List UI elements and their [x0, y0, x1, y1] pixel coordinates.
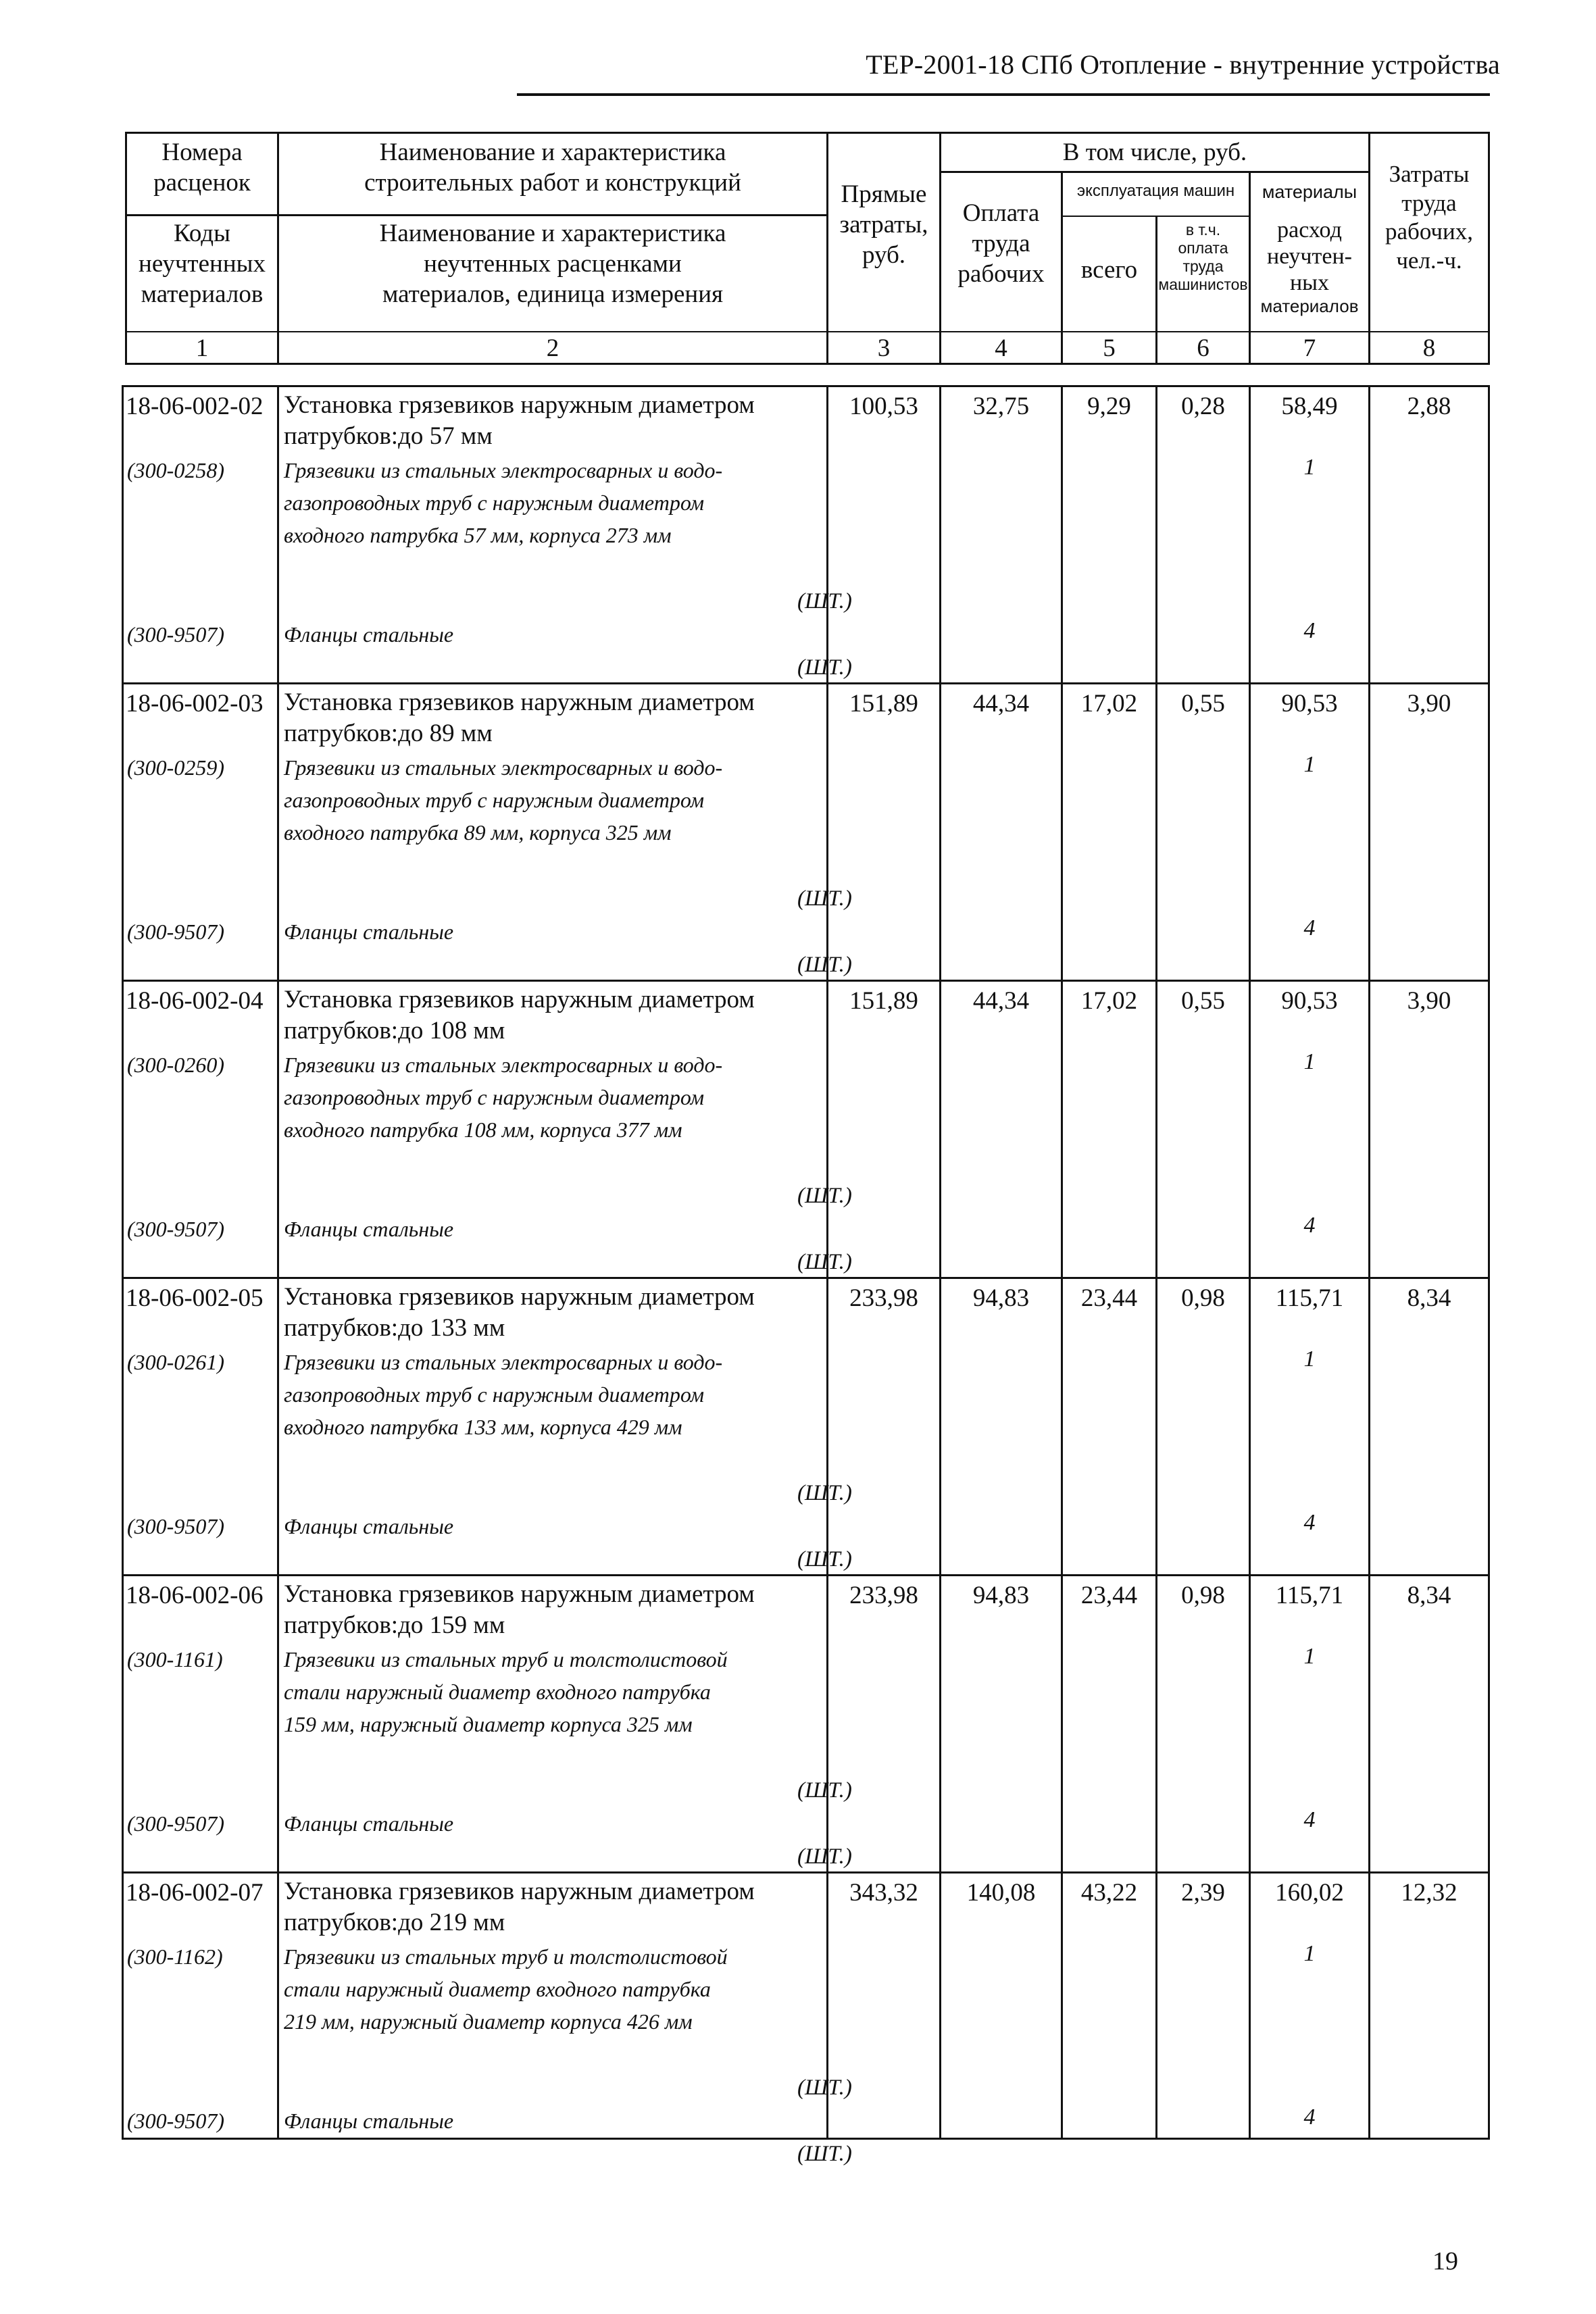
material-code: (300-1162) — [127, 1944, 223, 1969]
material-quantity: 1 — [1303, 1644, 1316, 1669]
header-machine-operation: эксплуатация машин — [1076, 182, 1235, 200]
material-quantity: 1 — [1303, 752, 1316, 777]
value-materials: 115,71 — [1275, 1582, 1344, 1609]
value-labor: 94,83 — [972, 1582, 1030, 1609]
work-name-line: патрубков:до 159 мм — [284, 1611, 505, 1639]
value-direct: 151,89 — [849, 987, 918, 1015]
value-hours: 8,34 — [1407, 1284, 1451, 1312]
material-name-line: Грязевики из стальных электросварных и водо- — [284, 1350, 723, 1374]
material-code: (300-9507) — [127, 1217, 224, 1241]
material-unit: (ШТ.) — [797, 589, 852, 613]
material-quantity: 4 — [1303, 1213, 1316, 1238]
material-quantity: 1 — [1303, 1049, 1316, 1074]
material-name-line: стали наружный диаметр входного патрубка — [284, 1680, 711, 1704]
value-materials: 160,02 — [1275, 1879, 1344, 1907]
material-name-line: Грязевики из стальных труб и толстолистовой — [284, 1944, 728, 1969]
material-name-line: 219 мм, наружный диаметр корпуса 426 мм — [284, 2009, 693, 2034]
material-name-line: газопроводных труб с наружным диаметром — [284, 1382, 705, 1407]
header-work-name: Наименование и характеристика строительных работ и конструкций — [364, 139, 741, 197]
header-materials: материалы — [1262, 182, 1357, 202]
rate-code: 18-06-002-07 — [126, 1879, 264, 1907]
material-name-line: Грязевики из стальных труб и толстолистовой — [284, 1647, 728, 1671]
value-labor: 32,75 — [972, 393, 1030, 420]
value-materials: 90,53 — [1281, 690, 1338, 718]
value-materials: 115,71 — [1275, 1284, 1344, 1312]
material-name-line: 159 мм, наружный диаметр корпуса 325 мм — [284, 1712, 693, 1736]
material-quantity: 1 — [1303, 1347, 1316, 1372]
header-rule — [517, 93, 1490, 96]
material-name-line: Фланцы стальные — [284, 1811, 454, 1836]
work-name-line: Установка грязевиков наружным диаметром — [284, 1878, 755, 1905]
material-unit: (ШТ.) — [797, 886, 852, 911]
value-machinists: 2,39 — [1181, 1879, 1225, 1907]
material-unit: (ШТ.) — [797, 1250, 852, 1274]
work-name-line: патрубков:до 89 мм — [284, 720, 493, 747]
table-body — [122, 385, 1490, 2166]
work-name-line: Установка грязевиков наружным диаметром — [284, 688, 755, 716]
work-name-line: Установка грязевиков наружным диаметром — [284, 1283, 755, 1311]
value-hours: 2,88 — [1407, 393, 1451, 420]
material-name-line: Фланцы стальные — [284, 2109, 454, 2133]
material-quantity: 4 — [1303, 1510, 1316, 1535]
material-name-line: Грязевики из стальных электросварных и водо- — [284, 755, 723, 780]
value-labor: 44,34 — [972, 987, 1030, 1015]
material-name-line: Грязевики из стальных электросварных и водо- — [284, 458, 723, 482]
material-code: (300-0259) — [127, 755, 224, 780]
material-name-line: входного патрубка 133 мм, корпуса 429 мм — [284, 1415, 682, 1439]
header-material-codes: Коды неучтенных материалов — [139, 220, 266, 309]
page-header-title: ТЕР-2001-18 СПб Отопление - внутренние устройства — [866, 49, 1500, 80]
material-quantity: 4 — [1303, 2105, 1316, 2130]
value-machinists: 0,28 — [1181, 393, 1225, 420]
material-code: (300-0258) — [127, 458, 224, 482]
value-machinists: 0,98 — [1181, 1582, 1225, 1609]
col-number-4: 4 — [995, 334, 1007, 362]
value-hours: 3,90 — [1407, 987, 1451, 1015]
material-quantity: 4 — [1303, 618, 1316, 643]
material-unit: (ШТ.) — [797, 1844, 852, 1869]
work-name-line: Установка грязевиков наружным диаметром — [284, 391, 755, 419]
material-quantity: 4 — [1303, 1807, 1316, 1832]
material-name-line: Фланцы стальные — [284, 920, 454, 944]
value-machines: 9,29 — [1087, 393, 1131, 420]
material-code: (300-0261) — [127, 1350, 224, 1374]
value-direct: 151,89 — [849, 690, 918, 718]
col-number-5: 5 — [1103, 334, 1116, 362]
col-number-3: 3 — [877, 334, 891, 362]
work-name-line: патрубков:до 219 мм — [284, 1909, 505, 1936]
col-number-2: 2 — [546, 334, 559, 362]
header-rate-numbers: Номера расценок — [153, 139, 251, 197]
material-name-line: входного патрубка 108 мм, корпуса 377 мм — [284, 1117, 682, 1142]
header-labor-hours: Затраты труда рабочих, чел.-ч. — [1385, 161, 1474, 274]
value-machinists: 0,98 — [1181, 1284, 1225, 1312]
header-unaccounted-materials: расход неучтен- ных материалов — [1260, 218, 1359, 317]
rate-code: 18-06-002-03 — [126, 690, 264, 718]
material-name-line: газопроводных труб с наружным диаметром — [284, 788, 705, 812]
value-machines: 17,02 — [1080, 690, 1138, 718]
material-unit: (ШТ.) — [797, 1778, 852, 1803]
material-code: (300-9507) — [127, 920, 224, 944]
header-material-name: Наименование и характеристика неучтенных расценками материалов, единица измерения — [379, 220, 726, 309]
value-materials: 90,53 — [1281, 987, 1338, 1015]
material-name-line: входного патрубка 57 мм, корпуса 273 мм — [284, 523, 672, 547]
material-unit: (ШТ.) — [797, 1184, 852, 1208]
material-unit: (ШТ.) — [797, 2076, 852, 2100]
header-machines-total: всего — [1080, 256, 1138, 284]
value-machines: 23,44 — [1080, 1582, 1138, 1609]
rate-code: 18-06-002-06 — [126, 1582, 264, 1609]
material-name-line: стали наружный диаметр входного патрубка — [284, 1977, 711, 2001]
material-code: (300-9507) — [127, 2109, 224, 2133]
material-name-line: Фланцы стальные — [284, 1217, 454, 1241]
work-name-line: Установка грязевиков наружным диаметром — [284, 986, 755, 1013]
header-direct-costs: Прямые затраты, руб. — [839, 180, 928, 270]
value-materials: 58,49 — [1281, 393, 1338, 420]
value-direct: 343,32 — [849, 1879, 918, 1907]
value-machinists: 0,55 — [1181, 690, 1225, 718]
col-number-8: 8 — [1422, 334, 1436, 362]
value-machines: 23,44 — [1080, 1284, 1138, 1312]
work-name-line: патрубков:до 57 мм — [284, 422, 493, 450]
work-name-line: патрубков:до 133 мм — [284, 1314, 505, 1342]
header-labor-pay: Оплата труда рабочих — [957, 199, 1045, 288]
material-name-line: газопроводных труб с наружным диаметром — [284, 491, 705, 515]
value-machines: 17,02 — [1080, 987, 1138, 1015]
value-hours: 8,34 — [1407, 1582, 1451, 1609]
material-quantity: 4 — [1303, 915, 1316, 940]
material-name-line: Грязевики из стальных электросварных и водо- — [284, 1053, 723, 1077]
value-labor: 94,83 — [972, 1284, 1030, 1312]
material-name-line: Фланцы стальные — [284, 1514, 454, 1538]
table-header — [125, 132, 1490, 365]
header-group-including: В том числе, руб. — [1062, 139, 1247, 166]
page-number: 19 — [1432, 2247, 1458, 2275]
value-direct: 100,53 — [849, 393, 918, 420]
material-code: (300-1161) — [127, 1647, 223, 1671]
material-code: (300-9507) — [127, 622, 224, 647]
col-number-1: 1 — [195, 334, 209, 362]
material-code: (300-0260) — [127, 1053, 224, 1077]
value-direct: 233,98 — [849, 1284, 918, 1312]
material-name-line: Фланцы стальные — [284, 622, 454, 647]
material-code: (300-9507) — [127, 1811, 224, 1836]
value-hours: 12,32 — [1401, 1879, 1457, 1907]
material-name-line: входного патрубка 89 мм, корпуса 325 мм — [284, 820, 672, 845]
header-machinists-pay: в т.ч. оплата труда машинистов — [1158, 221, 1248, 294]
rate-code: 18-06-002-04 — [126, 987, 264, 1015]
material-quantity: 1 — [1303, 1941, 1316, 1966]
value-labor: 44,34 — [972, 690, 1030, 718]
work-name-line: патрубков:до 108 мм — [284, 1017, 505, 1045]
rate-code: 18-06-002-05 — [126, 1284, 264, 1312]
work-name-line: Установка грязевиков наружным диаметром — [284, 1580, 755, 1608]
value-labor: 140,08 — [966, 1879, 1036, 1907]
material-unit: (ШТ.) — [797, 953, 852, 977]
material-code: (300-9507) — [127, 1514, 224, 1538]
material-unit: (ШТ.) — [797, 655, 852, 680]
material-unit: (ШТ.) — [797, 1481, 852, 1505]
value-machinists: 0,55 — [1181, 987, 1225, 1015]
material-quantity: 1 — [1303, 455, 1316, 480]
col-number-6: 6 — [1197, 334, 1210, 362]
value-direct: 233,98 — [849, 1582, 918, 1609]
material-unit: (ШТ.) — [797, 2142, 852, 2166]
value-machines: 43,22 — [1080, 1879, 1138, 1907]
value-hours: 3,90 — [1407, 690, 1451, 718]
rate-code: 18-06-002-02 — [126, 393, 264, 420]
material-unit: (ШТ.) — [797, 1547, 852, 1571]
col-number-7: 7 — [1303, 334, 1316, 362]
material-name-line: газопроводных труб с наружным диаметром — [284, 1085, 705, 1109]
